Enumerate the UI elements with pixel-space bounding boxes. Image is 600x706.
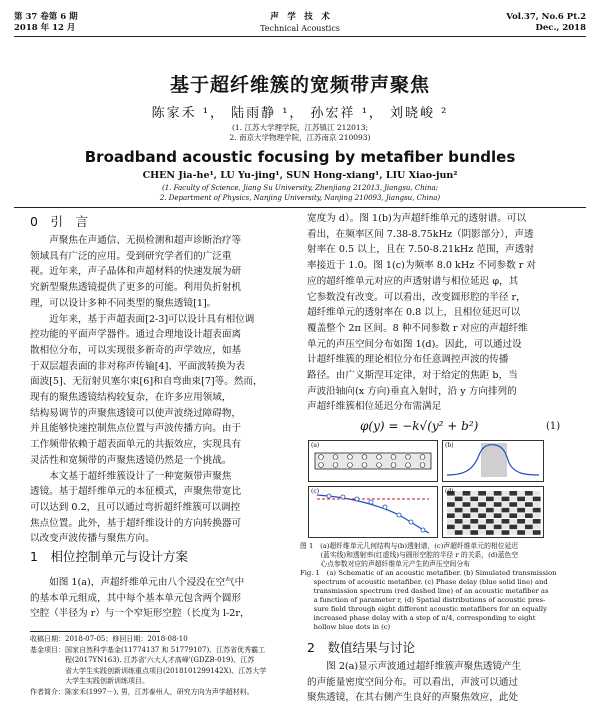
caption-line: (蓝实线)和透射率(红虚线)与圆形空腔的半径 r 的关系，(d)蓝色空 bbox=[300, 551, 519, 559]
figure-1-caption bbox=[300, 542, 580, 632]
field-cell bbox=[494, 502, 502, 507]
caption-line: 心点参数对应的声超纤维单元产生的声压空间分布 bbox=[300, 560, 470, 568]
field-cell bbox=[502, 530, 510, 535]
field-cell bbox=[478, 530, 486, 535]
text-line: 领域具有广泛的应用。受到研究学者们的广泛重 bbox=[30, 250, 232, 262]
field-cell bbox=[447, 513, 455, 518]
text-line: 的基本单元组成，其中每个基本单元包含两个圆形 bbox=[30, 592, 242, 604]
zh-authors: 陈家禾 ¹， 陆雨静 ¹， 孙宏祥 ¹， 刘晓峻 ² bbox=[151, 106, 449, 121]
field-cell bbox=[478, 502, 486, 507]
phase-dot bbox=[421, 528, 425, 532]
phase-transmission-plot bbox=[309, 487, 437, 537]
field-cell bbox=[447, 530, 455, 535]
field-cell bbox=[494, 513, 502, 518]
fig1a-panel bbox=[308, 440, 438, 482]
en-title: Broadband acoustic focusing by metafiber bundles bbox=[84, 148, 516, 166]
text-line: 以改变声波传播与聚焦方向。 bbox=[30, 533, 155, 545]
field-cell bbox=[455, 502, 463, 507]
text-line: 声聚焦在声通信、无损检测和超声诊断治疗等 bbox=[30, 235, 242, 246]
cavity-circle bbox=[319, 455, 324, 460]
text-line: 如图 1(a)，声超纤维单元由八个浸没在空气中 bbox=[30, 577, 245, 588]
field-cell bbox=[517, 491, 525, 496]
field-cell bbox=[463, 525, 471, 530]
caption-line: sure field through eight different acoustic metafibers for an equally bbox=[300, 605, 547, 613]
cavity-slit bbox=[335, 459, 336, 462]
field-cell bbox=[494, 525, 502, 530]
cavity-slit bbox=[393, 459, 394, 462]
text-line: 它参数没有改变。可以看出，改变圆形腔的半径 r， bbox=[307, 291, 526, 303]
field-cell bbox=[502, 508, 510, 513]
field-cell bbox=[470, 513, 478, 518]
caption-line: hollow blue dots in (c) bbox=[300, 623, 391, 631]
field-cell bbox=[533, 502, 541, 507]
section-1-title: 1 相位控制单元与设计方案 bbox=[30, 549, 188, 564]
cavity-circle bbox=[333, 455, 338, 460]
field-cell bbox=[455, 508, 463, 513]
field-cell bbox=[533, 525, 541, 530]
field-cell bbox=[509, 513, 517, 518]
cavity-circle bbox=[420, 455, 425, 460]
text-line: 可以达到 0.2，且可以通过弯折超纤维簇可以调控 bbox=[30, 501, 241, 513]
title-rule bbox=[14, 207, 586, 208]
field-cell bbox=[486, 491, 494, 496]
en-affiliation-2: 2. Department of Physics, Nanjing University, Nanjing 210093, Jiangsu, China) bbox=[159, 194, 441, 202]
field-cell bbox=[509, 530, 517, 535]
journal-name: 声 学 技 术 Technical Acoustics bbox=[260, 12, 340, 33]
field-cell bbox=[486, 519, 494, 524]
field-cell bbox=[494, 519, 502, 524]
field-cell bbox=[525, 491, 533, 496]
field-cell bbox=[517, 513, 525, 518]
text-line: 空腔（半径为 r）与一个窄矩形空腔（长度为 l-2r， bbox=[30, 608, 250, 620]
field-cell bbox=[502, 502, 510, 507]
field-cell bbox=[502, 513, 510, 518]
metafiber-body bbox=[315, 453, 431, 469]
metafiber-schematic bbox=[309, 441, 437, 481]
zh-title: 基于超纤维簇的宽频带声聚焦 bbox=[169, 74, 430, 96]
field-cell bbox=[486, 497, 494, 502]
text-line: 于双层超表面的非对称声传输[4]、平面波转换为表 bbox=[30, 360, 246, 372]
caption-line: increased phase delay with a step of π/4, corresponding to eight bbox=[300, 614, 536, 622]
field-cell bbox=[470, 519, 478, 524]
field-cell bbox=[517, 497, 525, 502]
field-cell bbox=[533, 530, 541, 535]
field-cell bbox=[447, 502, 455, 507]
field-cell bbox=[509, 519, 517, 524]
text-line: 工作频带依赖于超表面单元的共振效应，实现具有 bbox=[30, 439, 242, 451]
field-cell bbox=[447, 508, 455, 513]
cavity-slit bbox=[364, 459, 365, 462]
field-cell bbox=[525, 519, 533, 524]
field-cell bbox=[525, 530, 533, 535]
field-cell bbox=[494, 497, 502, 502]
field-cell bbox=[486, 530, 494, 535]
phase-dot bbox=[409, 520, 413, 524]
cavity-circle bbox=[377, 455, 382, 460]
cavity-circle bbox=[406, 455, 411, 460]
passband-shading bbox=[481, 443, 507, 477]
cavity-circle bbox=[362, 463, 367, 468]
field-cell bbox=[533, 497, 541, 502]
text-line: 覆盖整个 2π 区间。8 种不同参数 r 对应的声超纤维 bbox=[307, 322, 528, 334]
zh-affiliation-2: 2. 南京大学物理学院，江苏南京 210093) bbox=[229, 133, 371, 142]
phase-dot bbox=[369, 500, 373, 504]
text-line: 理，可以设计多种不同类型的聚焦透镜[1]。 bbox=[30, 297, 217, 309]
fig1d-label: (d) bbox=[445, 488, 454, 495]
cavity-slit bbox=[320, 459, 321, 462]
cavity-circle bbox=[319, 463, 324, 468]
text-line: 本文基于超纤维簇设计了一种宽频带声聚焦 bbox=[30, 470, 232, 482]
field-cell bbox=[509, 525, 517, 530]
text-line: 聚焦透镜，在其右侧产生良好的声聚焦效应，此处 bbox=[307, 692, 519, 704]
field-cell bbox=[478, 513, 486, 518]
text-line: 看出，在频率区间 7.38-8.75kHz（阴影部分），声透 bbox=[307, 228, 534, 240]
equation-number: (1) bbox=[546, 421, 561, 432]
phase-dot bbox=[341, 495, 345, 499]
cavity-circle bbox=[333, 463, 338, 468]
text-line: 结构易调节的声聚焦透镜可以使声波绕过障碍物， bbox=[30, 407, 242, 419]
caption-line: spectrum of acoustic metafiber. (c) Phase delay (blue solid line) and bbox=[300, 578, 548, 586]
intro-paragraphs bbox=[30, 233, 288, 547]
field-row-group bbox=[447, 491, 541, 535]
cavity-circle bbox=[420, 463, 425, 468]
text-line: 透镜。基于超纤维单元的本征模式，声聚焦带宽比 bbox=[30, 486, 242, 498]
field-cell bbox=[470, 502, 478, 507]
field-cell bbox=[509, 508, 517, 513]
right-column-text bbox=[307, 211, 569, 415]
field-cell bbox=[478, 519, 486, 524]
text-line: 散相位分布，可以实现很多新奇的声学效应，如基 bbox=[30, 344, 242, 356]
transmission-plot bbox=[443, 441, 543, 481]
text-line: 面波[5]、无衍射贝塞尔束[6]和自弯曲束[7]等。然而， bbox=[30, 376, 263, 388]
phase-dot bbox=[383, 505, 387, 509]
section-1-text bbox=[30, 575, 288, 622]
text-line: 近年来，基于声超表面[2-3]可以设计具有相位调 bbox=[30, 313, 255, 325]
field-cell bbox=[447, 519, 455, 524]
text-line: 焦点位置。此外，基于超纤维设计的方向转换器可 bbox=[30, 517, 242, 529]
field-cell bbox=[533, 491, 541, 496]
fig1c-panel bbox=[308, 486, 438, 538]
text-line: 视。近年来，声子晶体和声超材料的快速发展为研 bbox=[30, 266, 242, 278]
section-2-title: 2 数值结果与讨论 bbox=[307, 640, 415, 655]
phase-dot-group bbox=[327, 494, 425, 532]
text-line: 率接近于 1.0。图 1(c)为频率 8.0 kHz 不同参数 r 对 bbox=[307, 260, 536, 272]
field-cell bbox=[525, 525, 533, 530]
caption-line: transmission spectrum (red dashed line) of an acoustic metafiber as bbox=[300, 587, 549, 595]
field-cell bbox=[494, 530, 502, 535]
fig1d-panel bbox=[442, 486, 544, 538]
fig1a-label: (a) bbox=[311, 442, 320, 449]
footnote-line: 收稿日期：2018-07-05；修回日期：2018-08-10 bbox=[30, 635, 188, 643]
phase-dot bbox=[355, 497, 359, 501]
field-cell bbox=[517, 525, 525, 530]
text-line: 应的超纤维单元对应的声透射谱与相位延迟 φ，其 bbox=[307, 275, 519, 287]
equation-1: φ(y) = −k√(y² + b²) bbox=[360, 419, 479, 433]
field-cell bbox=[455, 525, 463, 530]
cavity-circle bbox=[377, 463, 382, 468]
field-cell bbox=[455, 491, 463, 496]
journal-issue: Vol.37, No.6 Pt.2 Dec., 2018 bbox=[506, 12, 586, 33]
text-line: 并且能够快速控制焦点位置与声波传播方向。由于 bbox=[30, 423, 242, 435]
footnote-rule bbox=[30, 631, 160, 632]
en-affiliation-1: (1. Faculty of Science, Jiang Su University, Zhenjiang 212013, Jiangsu, China; bbox=[161, 184, 439, 192]
text-line: 超纤维单元的透射率在 0.8 以上，且相位延迟可以 bbox=[307, 307, 521, 319]
fig1b-panel bbox=[442, 440, 544, 482]
field-cell bbox=[502, 525, 510, 530]
field-cell bbox=[463, 519, 471, 524]
footnotes bbox=[30, 634, 292, 697]
field-cell bbox=[502, 497, 510, 502]
caption-line: Fig. 1 (a) Schematic of an acoustic metafiber. (b) Simulated transmission bbox=[300, 569, 557, 577]
cavity-circle bbox=[391, 463, 396, 468]
text-line: 现有的聚焦透镜结构较复杂，在许多应用领域， bbox=[30, 392, 232, 404]
text-line: 声超纤维簇相位延迟分布需满足 bbox=[307, 401, 442, 413]
field-cell bbox=[525, 497, 533, 502]
field-cell bbox=[447, 497, 455, 502]
field-cell bbox=[470, 491, 478, 496]
field-cell bbox=[517, 508, 525, 513]
text-line: 究新型聚焦透镜提供了更多的可能。利用负折射机 bbox=[30, 282, 242, 294]
phase-dot bbox=[397, 513, 401, 517]
text-line: 宽度为 d）。图 1(b)为声超纤维单元的透射谱。可以 bbox=[307, 213, 527, 224]
field-cell bbox=[509, 491, 517, 496]
header-rule bbox=[14, 36, 586, 37]
cavity-slit bbox=[422, 459, 423, 462]
pressure-field-map bbox=[443, 487, 543, 537]
field-cell bbox=[509, 497, 517, 502]
footnote-line: 大学生实践创新训练项目。 bbox=[30, 677, 149, 685]
field-cell bbox=[525, 508, 533, 513]
section-0-title: 0 引 言 bbox=[30, 214, 88, 229]
field-cell bbox=[533, 519, 541, 524]
field-cell bbox=[455, 530, 463, 535]
field-cell bbox=[494, 508, 502, 513]
field-cell bbox=[463, 530, 471, 535]
field-cell bbox=[502, 491, 510, 496]
field-cell bbox=[525, 513, 533, 518]
field-cell bbox=[517, 530, 525, 535]
text-line: 计超纤维簇的理论相位分布任意调控声波的传播 bbox=[307, 354, 509, 366]
field-cell bbox=[486, 502, 494, 507]
field-cell bbox=[447, 525, 455, 530]
fig1b-label: (b) bbox=[445, 442, 454, 449]
field-cell bbox=[455, 497, 463, 502]
caption-line: a function of parameter r, (d) Spatial distributions of acoustic pres- bbox=[300, 596, 546, 604]
text-line: 图 2(a)显示声波通过超纤维簇声聚焦透镜产生 bbox=[307, 661, 522, 672]
field-cell bbox=[463, 502, 471, 507]
field-cell bbox=[478, 525, 486, 530]
field-cell bbox=[463, 513, 471, 518]
field-cell bbox=[478, 491, 486, 496]
field-cell bbox=[478, 508, 486, 513]
phase-dot bbox=[327, 494, 331, 498]
field-cell bbox=[517, 502, 525, 507]
cavity-circle bbox=[391, 455, 396, 460]
text-line: 灵活性和宽频带的声聚焦透镜仍然是一个挑战。 bbox=[30, 454, 232, 466]
field-cell bbox=[533, 508, 541, 513]
footnote-line: 作者简介：陈家禾(1997－), 男，江苏泰州人，研究方向为声学超材料。 bbox=[30, 687, 254, 696]
cavity-circle bbox=[362, 455, 367, 460]
field-cell bbox=[486, 508, 494, 513]
field-cell bbox=[533, 513, 541, 518]
field-cell bbox=[463, 497, 471, 502]
field-cell bbox=[463, 491, 471, 496]
field-cell bbox=[502, 519, 510, 524]
field-cell bbox=[470, 525, 478, 530]
text-line: 控功能的平面声学器件。通过合理地设计超表面离 bbox=[30, 329, 242, 341]
text-line: 单元的声压空间分布如图 1(d)。因此，可以通过设 bbox=[307, 338, 522, 350]
field-cell bbox=[494, 491, 502, 496]
field-cell bbox=[517, 519, 525, 524]
cavity-slit bbox=[407, 459, 408, 462]
text-line: 的声能量密度空间分布。可以看出，声波可以通过 bbox=[307, 676, 519, 688]
field-cell bbox=[470, 497, 478, 502]
cavity-circle bbox=[348, 463, 353, 468]
en-authors: CHEN Jia-he¹, LU Yu-jing¹, SUN Hong-xiang¹, LIU Xiao-jun² bbox=[142, 170, 458, 181]
journal-volume: 第 37 卷第 6 期 2018 年 12 月 bbox=[14, 12, 78, 33]
cavity-circle bbox=[348, 455, 353, 460]
field-cell bbox=[455, 519, 463, 524]
zh-affiliation-1: (1. 江苏大学理学院，江苏镇江 212013; bbox=[231, 123, 368, 132]
field-cell bbox=[470, 508, 478, 513]
footnote-line: 程(2017YN163). 江苏省'六大人才高峰'(GDZB-019)、江苏 bbox=[30, 656, 255, 664]
section-2-text bbox=[307, 659, 569, 706]
footnote-line: 省大学生实践创新训练重点项目(2018101299142X)、江苏大学 bbox=[30, 666, 267, 675]
text-line: 声波沿轴向(x 方向)垂直入射时，沿 y 方向排列的 bbox=[307, 385, 517, 397]
field-cell bbox=[470, 530, 478, 535]
cavity-slit bbox=[378, 459, 379, 462]
text-line: 射率在 0.5 以上，且在 7.50-8.21kHz 范围，声透射 bbox=[307, 244, 534, 256]
field-cell bbox=[486, 525, 494, 530]
footnote-line: 基金项目：国家自然科学基金(11774137 和 51779107)、江苏省优秀霸工 bbox=[30, 645, 266, 654]
field-cell bbox=[509, 502, 517, 507]
field-cell bbox=[478, 497, 486, 502]
text-line: 路径。由广义斯涅耳定律，对于给定的焦距 b，当 bbox=[307, 370, 518, 382]
cavity-slit bbox=[349, 459, 350, 462]
fig1c-label: (c) bbox=[311, 488, 320, 495]
field-cell bbox=[486, 513, 494, 518]
cavity-circle bbox=[406, 463, 411, 468]
caption-line: 图 1 (a)超纤维单元几何结构与(b)透射谱，(c)声超纤维单元的相位延迟 bbox=[300, 542, 519, 550]
field-cell bbox=[455, 513, 463, 518]
field-cell bbox=[463, 508, 471, 513]
field-cell bbox=[525, 502, 533, 507]
